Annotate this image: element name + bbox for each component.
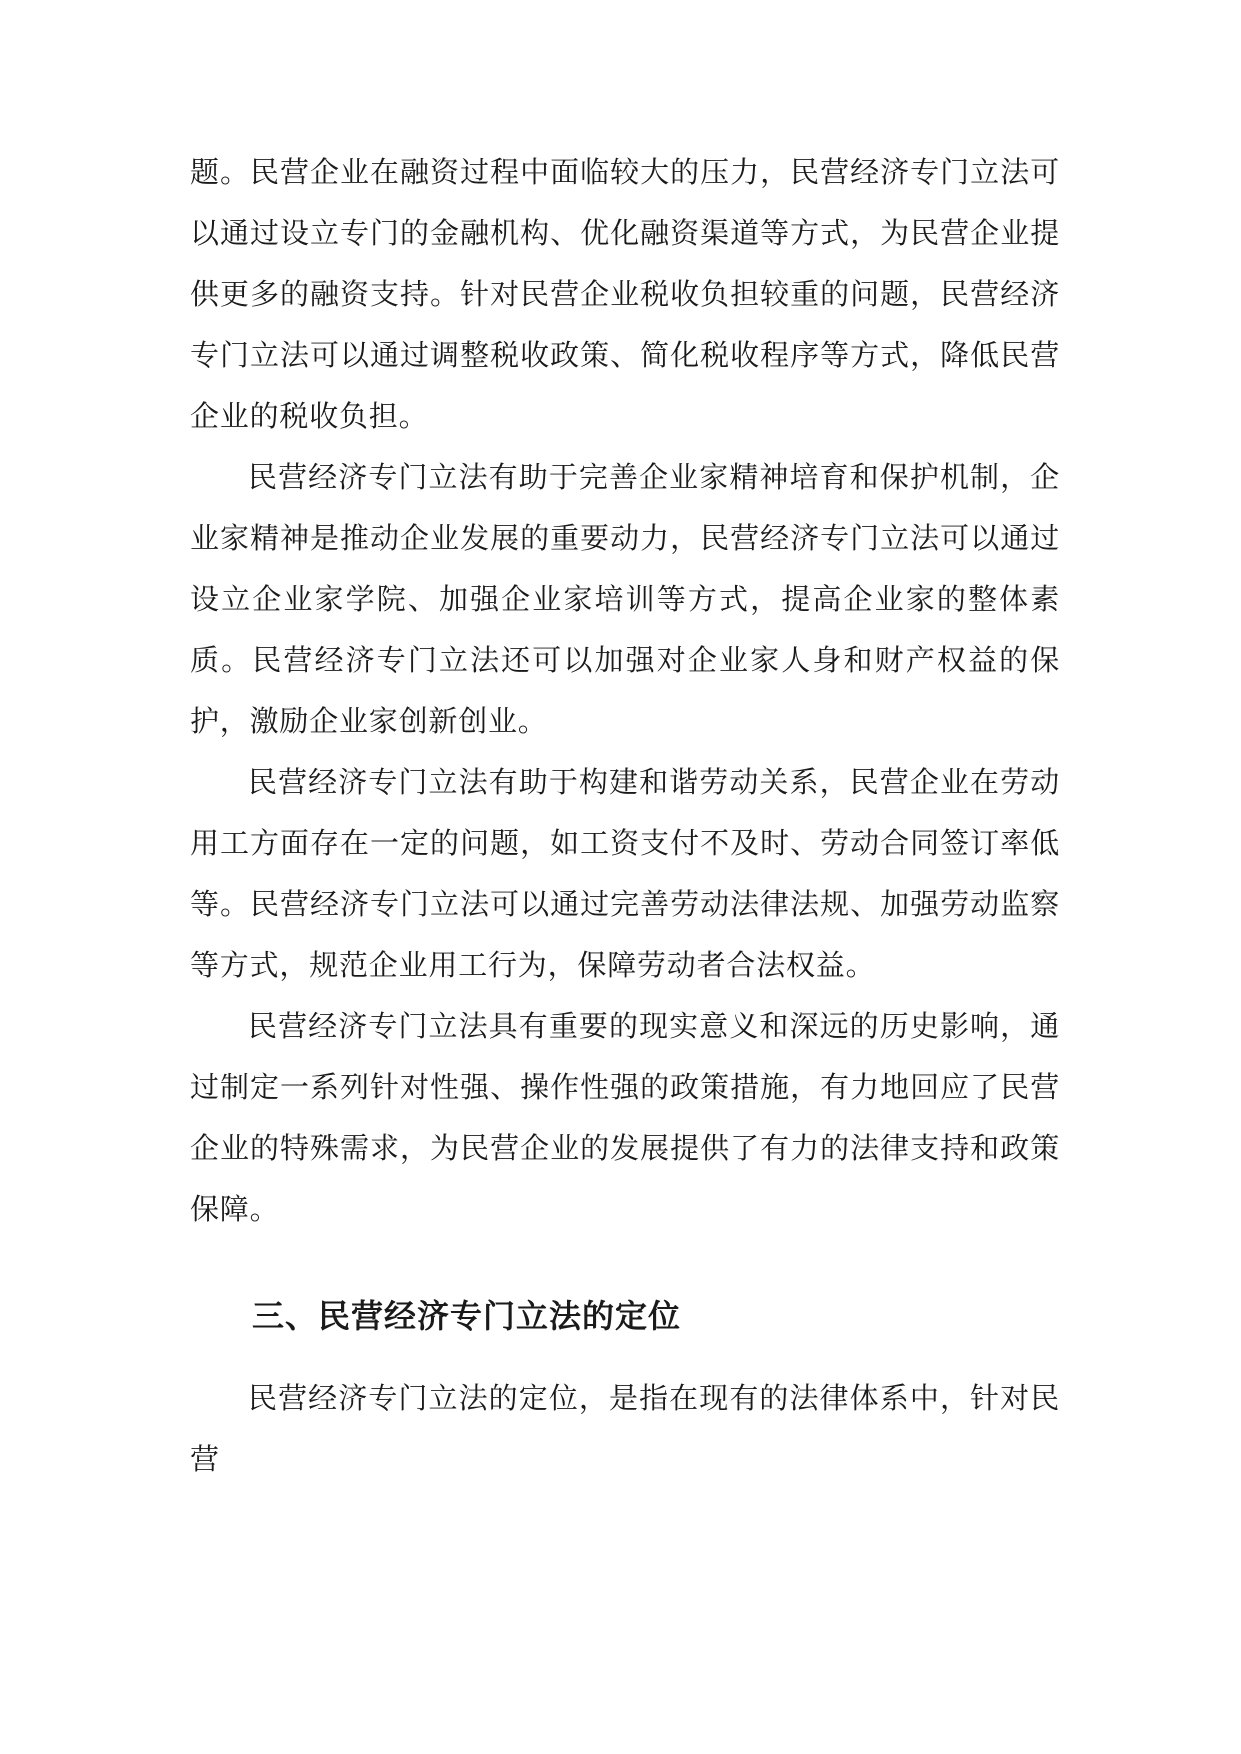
- paragraph-entrepreneurship: 民营经济专门立法有助于完善企业家精神培育和保护机制，企业家精神是推动企业发展的重要动力，民营经济专门立法可以通过设立企业家学院、加强企业家培训等方式，提高企业家的整体素质。民营经济专门立法还可以加强对企业家人身和财产权益的保护，激励企业家创新创业。: [190, 460, 1060, 738]
- paragraph-significance: 民营经济专门立法具有重要的现实意义和深远的历史影响，通过制定一系列针对性强、操作性强的政策措施，有力地回应了民营企业的特殊需求，为民营企业的发展提供了有力的法律支持和政策保障。: [190, 1009, 1060, 1226]
- document-body: [190, 142, 1060, 1490]
- paragraph-continued: 题。民营企业在融资过程中面临较大的压力，民营经济专门立法可以通过设立专门的金融机构、优化融资渠道等方式，为民营企业提供更多的融资支持。针对民营企业税收负担较重的问题，民营经济专门立法可以通过调整税收政策、简化税收程序等方式，降低民营企业的税收负担。: [190, 155, 1060, 433]
- paragraph-positioning: 民营经济专门立法的定位，是指在现有的法律体系中，针对民营: [190, 1381, 1060, 1476]
- section-heading: 三、民营经济专门立法的定位: [252, 1297, 682, 1335]
- paragraph-labor-relations: 民营经济专门立法有助于构建和谐劳动关系，民营企业在劳动用工方面存在一定的问题，如工资支付不及时、劳动合同签订率低等。民营经济专门立法可以通过完善劳动法律法规、加强劳动监察等方式，规范企业用工行为，保障劳动者合法权益。: [190, 765, 1060, 982]
